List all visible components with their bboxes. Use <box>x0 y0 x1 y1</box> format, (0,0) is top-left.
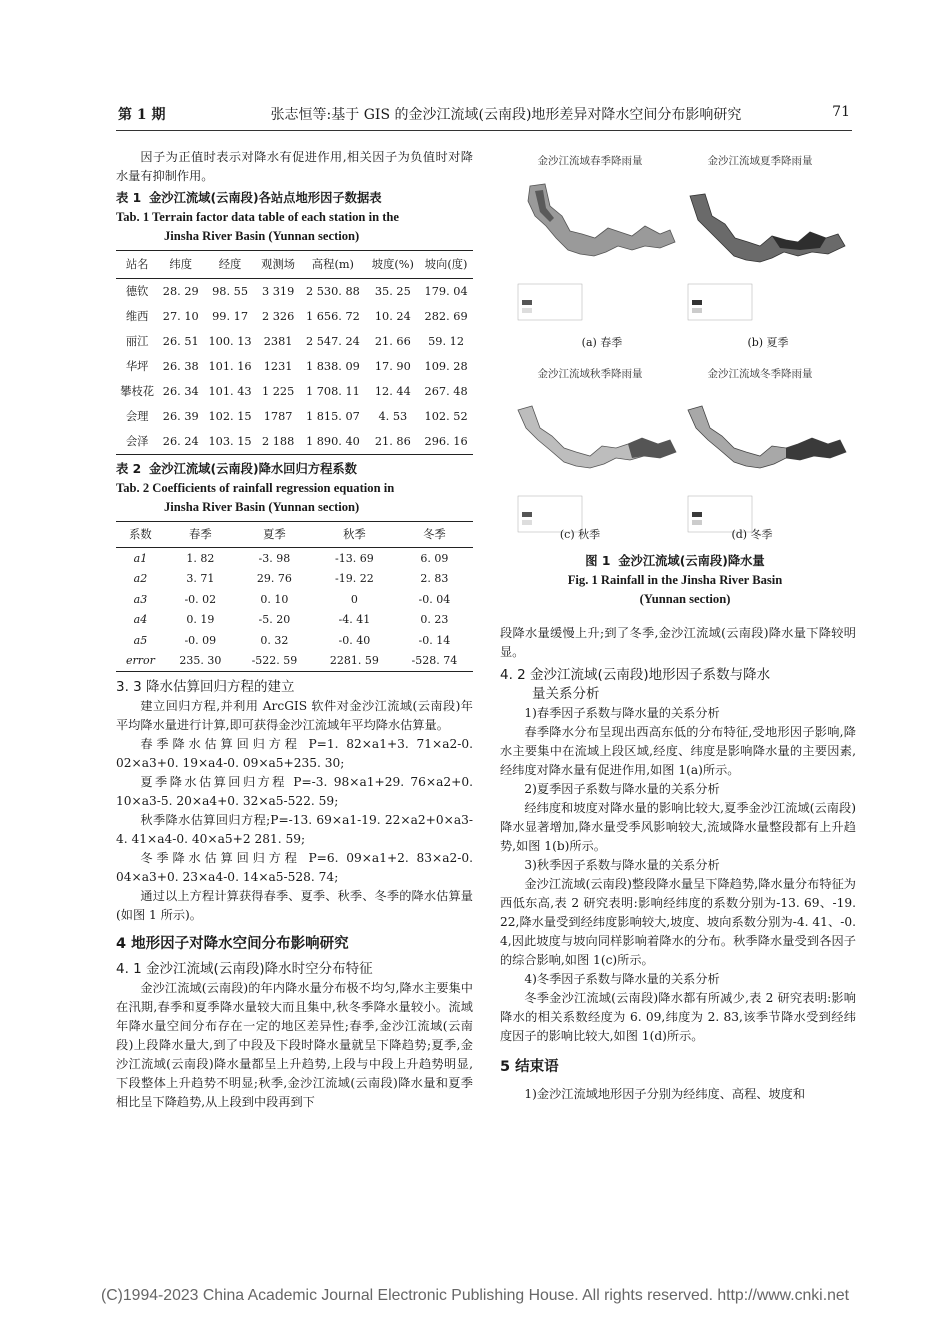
table1-cell: 102. 15 <box>208 410 252 423</box>
figure-caption-en-2: (Yunnan section) <box>639 592 731 606</box>
table1-cell: 3 319 <box>261 285 295 298</box>
table1-cell: 攀枝花 <box>120 385 155 398</box>
item-3-heading: 3)秋季因子系数与降水量的关系分析 <box>524 858 720 872</box>
table-row <box>116 548 473 569</box>
running-title: 张志恒等:基于 GIS 的金沙江流域(云南段)地形差异对降水空间分布影响研究 <box>270 107 742 123</box>
table-row <box>116 304 473 329</box>
section-4-title: 4 地形因子对降水空间分布影响研究 <box>116 936 349 952</box>
table1-cell: 12. 44 <box>374 385 411 398</box>
table1-header-cell: 高程(m) <box>299 251 366 279</box>
table2-cell: -0. 04 <box>418 592 451 606</box>
table2-cell: 1. 82 <box>186 551 215 565</box>
table1-cell: 101. 43 <box>208 385 252 398</box>
figure-1-caption <box>500 552 850 609</box>
table1-cell: 维西 <box>125 310 149 323</box>
left-column <box>116 148 473 1112</box>
table2-cell: -0. 14 <box>418 633 451 647</box>
table1-cell: 35. 25 <box>374 285 411 298</box>
table1-cell: 2 326 <box>261 310 295 323</box>
table2-cell: -0. 02 <box>184 592 217 606</box>
table-row <box>116 329 473 354</box>
table2-cell: -5. 20 <box>258 613 291 627</box>
table1-cell: 26. 51 <box>162 335 199 348</box>
map-label-spring: (a) 春季 <box>581 336 623 349</box>
item-1-heading: 1)春季因子系数与降水量的关系分析 <box>524 706 720 720</box>
table2-header-cell: 夏季 <box>236 522 313 548</box>
table1-number: 表 1 <box>116 191 142 205</box>
table2-cell: 0. 19 <box>186 613 215 627</box>
table-row <box>116 651 473 672</box>
map-label-winter: (d) 冬季 <box>731 528 773 541</box>
map-summer <box>680 176 850 326</box>
table1-cell: 27. 10 <box>162 310 199 323</box>
running-header <box>118 104 850 126</box>
table1-cell: 98. 55 <box>212 285 249 298</box>
table2-cell: 29. 76 <box>256 572 292 586</box>
table1-cell: 109. 28 <box>424 360 468 373</box>
item-2-heading: 2)夏季因子系数与降水量的关系分析 <box>524 782 720 796</box>
table1-header-cell: 站名 <box>116 251 158 279</box>
table1 <box>116 250 473 455</box>
table2-cell: a4 <box>133 613 148 627</box>
section-4-1-title: 4. 1 金沙江流域(云南段)降水时空分布特征 <box>116 961 373 977</box>
figure-caption-en-1: Fig. 1 Rainfall in the Jinsha River Basin <box>567 573 783 587</box>
item-1-paragraph: 春季降水分布呈现出西高东低的分布特征,受地形因子影响,降水主要集中在流域上段区域,经度、纬度是影响降水量的主要因素,经纬度对降水量有促进作用,如图 1(a)所示。 <box>500 725 856 777</box>
continued-paragraph: 段降水量缓慢上升;到了冬季,金沙江流域(云南段)降水量下降较明显。 <box>500 626 856 659</box>
section-3-3-title: 3. 3 降水估算回归方程的建立 <box>116 679 295 695</box>
table1-cell: 1 225 <box>261 385 295 398</box>
table1-cell: 17. 90 <box>374 360 411 373</box>
table1-cell: 102. 52 <box>424 410 468 423</box>
table2-cell: -522. 59 <box>236 651 313 672</box>
table1-cell: 4. 53 <box>378 410 408 423</box>
table-row <box>116 404 473 429</box>
equation-spring: 春季降水估算回归方程 P=1. 82×a1+3. 71×a2-0. 02×a3+0. 19×a4-0. 09×a5+235. 30; <box>116 737 473 770</box>
table2-cell: 235. 30 <box>165 651 236 672</box>
item-2-paragraph: 经纬度和坡度对降水量的影响比较大,夏季金沙江流域(云南段)降水显著增加,降水量受季风影响较大,流域降水量整段都有上升趋势,如图 1(b)所示。 <box>500 801 856 853</box>
table2-caption-cn: 金沙江流域(云南段)降水回归方程系数 <box>148 462 357 476</box>
equation-summer: 夏季降水估算回归方程 P=-3. 98×a1+29. 76×a2+0. 10×a3-5. 20×a4+0. 32×a5-522. 59; <box>116 775 473 808</box>
table1-cell: 德钦 <box>125 285 149 298</box>
table2-header-cell: 春季 <box>165 522 236 548</box>
table2-cell: error <box>116 651 165 672</box>
table1-cell: 1 656. 72 <box>305 310 360 323</box>
equation-autumn: 秋季降水估算回归方程;P=-13. 69×a1-19. 22×a2+0×a3-4. 41×a4-0. 40×a5+2 281. 59; <box>116 813 473 846</box>
map-spring <box>510 176 680 326</box>
table1-header-cell: 坡向(度) <box>419 251 473 279</box>
table1-cell: 1787 <box>263 410 293 423</box>
table1-cell: 28. 29 <box>162 285 199 298</box>
table2-cell: a2 <box>133 572 148 586</box>
table2-caption-en-1: Tab. 2 Coefficients of rainfall regression equation in <box>116 481 395 495</box>
table2-cell: 0. 10 <box>260 592 289 606</box>
section-4-2-title-2: 量关系分析 <box>532 686 600 702</box>
map-label-autumn: (c) 秋季 <box>559 528 601 541</box>
map-title-winter: 金沙江流域冬季降雨量 <box>707 368 813 380</box>
table1-caption <box>116 189 473 246</box>
table2-cell: -528. 74 <box>396 651 473 672</box>
table-row <box>116 279 473 305</box>
table2-header-cell: 冬季 <box>396 522 473 548</box>
table2-cell: 0 <box>350 592 358 606</box>
table-row <box>116 354 473 379</box>
map-title-autumn: 金沙江流域秋季降雨量 <box>537 368 643 380</box>
table1-cell: 1 838. 09 <box>305 360 360 373</box>
table1-caption-en-1: Tab. 1 Terrain factor data table of each station in the <box>116 210 400 224</box>
figure-caption-cn: 金沙江流域(云南段)降水量 <box>618 554 765 568</box>
copyright-footer: (C)1994-2023 China Academic Journal Electronic Publishing House. All rights reserved. http://www.cnki.net <box>100 1287 850 1304</box>
table2 <box>116 521 473 672</box>
table2-cell: -13. 69 <box>335 551 374 565</box>
table1-cell: 21. 86 <box>367 429 420 455</box>
section-3-3-paragraph: 建立回归方程,并利用 ArcGIS 软件对金沙江流域(云南段)年平均降水量进行计算,即可获得金沙江流域年平均降水估算量。 <box>116 699 473 732</box>
header-rule <box>116 130 852 131</box>
section-3-3-conclusion: 通过以上方程计算获得春季、夏季、秋季、冬季的降水估算量(如图 1 所示)。 <box>116 889 473 922</box>
table2-cell: -3. 98 <box>258 551 291 565</box>
table2-caption-en-2: Jinsha River Basin (Yunnan section) <box>164 500 360 514</box>
table2-cell: a5 <box>133 633 148 647</box>
table1-cell: 2 530. 88 <box>305 285 360 298</box>
table1-cell: 26. 24 <box>158 429 203 455</box>
table2-cell: -0. 40 <box>338 633 371 647</box>
table1-cell: 2381 <box>263 335 293 348</box>
table1-cell: 2 188 <box>257 429 299 455</box>
table2-cell: 6. 09 <box>420 551 449 565</box>
section-4-2-title-1: 4. 2 金沙江流域(云南段)地形因子系数与降水 <box>500 667 771 683</box>
section-5-paragraph: 1)金沙江流域地形因子分别为经纬度、高程、坡度和 <box>524 1087 806 1101</box>
table2-header-cell: 系数 <box>116 522 165 548</box>
table1-cell: 59. 12 <box>428 335 465 348</box>
table2-header-cell: 秋季 <box>313 522 396 548</box>
table1-cell: 21. 66 <box>374 335 411 348</box>
figure-number: 图 1 <box>585 554 611 568</box>
table1-cell: 100. 13 <box>208 335 252 348</box>
table1-cell: 2 547. 24 <box>305 335 360 348</box>
map-title-summer: 金沙江流域夏季降雨量 <box>707 155 813 167</box>
table1-cell: 会理 <box>125 410 149 423</box>
issue-number: 第 1 期 <box>118 107 166 123</box>
table1-cell: 1 708. 11 <box>305 385 360 398</box>
table1-cell: 26. 39 <box>162 410 199 423</box>
section-5-title: 5 结束语 <box>500 1059 559 1075</box>
table1-cell: 1 815. 07 <box>305 410 360 423</box>
table1-cell: 282. 69 <box>424 310 468 323</box>
table-row <box>116 610 473 631</box>
item-4-paragraph: 冬季金沙江流域(云南段)降水都有所减少,表 2 研究表明:影响降水的相关系数经度为 6. 09,纬度为 2. 83,该季节降水受到经纬度因子的影响比较大,如图 1(d)所示。 <box>500 991 856 1043</box>
table2-cell: a3 <box>133 592 148 606</box>
table1-cell: 会泽 <box>116 429 158 455</box>
table1-cell: 26. 38 <box>162 360 199 373</box>
item-4-heading: 4)冬季因子系数与降水量的关系分析 <box>524 972 720 986</box>
table1-header-cell: 坡度(%) <box>367 251 420 279</box>
table1-cell: 26. 34 <box>162 385 199 398</box>
table2-number: 表 2 <box>116 462 142 476</box>
table1-cell: 296. 16 <box>419 429 473 455</box>
table2-cell: -4. 41 <box>338 613 371 627</box>
table2-cell: 2. 83 <box>420 572 449 586</box>
map-autumn <box>510 388 680 538</box>
table2-cell: 3. 71 <box>186 572 215 586</box>
table1-header-cell: 观测场 <box>257 251 299 279</box>
page-number: 71 <box>832 104 850 120</box>
table1-cell: 10. 24 <box>374 310 411 323</box>
table-row <box>116 569 473 590</box>
table1-header-cell: 经度 <box>203 251 257 279</box>
table2-caption <box>116 460 473 517</box>
table2-cell: 2281. 59 <box>313 651 396 672</box>
map-label-summer: (b) 夏季 <box>747 336 789 349</box>
table2-cell: -19. 22 <box>335 572 374 586</box>
table1-header-cell: 纬度 <box>158 251 203 279</box>
table1-cell: 丽江 <box>125 335 149 348</box>
intro-paragraph: 因子为正值时表示对降水有促进作用,相关因子为负值时对降水量有抑制作用。 <box>116 150 473 183</box>
equation-winter: 冬季降水估算回归方程 P=6. 09×a1+2. 83×a2-0. 04×a3+0. 23×a4-0. 14×a5-528. 74; <box>116 851 473 884</box>
table1-cell: 1 890. 40 <box>299 429 366 455</box>
map-title-spring: 金沙江流域春季降雨量 <box>537 155 643 167</box>
table1-cell: 99. 17 <box>212 310 249 323</box>
item-3-paragraph: 金沙江流域(云南段)整段降水量呈下降趋势,降水量分布特征为西低东高,表 2 研究表明:影响经纬度的系数分别为-13. 69、-19. 22,降水量受到经纬度影响较大,坡度、坡向系数分别为-4. 41、-0. 4,因此坡度与坡向同样影响着降水的分布。秋季降水量受到各因子的综合影响,如图 1(c)所示。 <box>500 877 856 967</box>
table1-cell: 179. 04 <box>424 285 468 298</box>
right-column <box>500 624 856 1104</box>
section-4-1-paragraph: 金沙江流域(云南段)的年内降水量分布极不均匀,降水主要集中在汛期,春季和夏季降水量较大而且集中,秋冬季降水量较小。流域年降水量空间分布存在一定的地区差异性;春季,金沙江流域(云南段)上段降水量大,到了中段及下段时降水量就呈下降趋势;夏季,金沙江流域(云南段)降水量都呈上升趋势,上段与中段上升趋势明显,下段整体上升趋势不明显;秋季,金沙江流域(云南段)降水量和夏季相比呈下降趋势,从上段到中段再到下 <box>116 981 473 1109</box>
table1-cell: 267. 48 <box>424 385 468 398</box>
table2-cell: 0. 23 <box>420 613 449 627</box>
table1-cell: 华坪 <box>125 360 149 373</box>
table1-cell: 1231 <box>263 360 293 373</box>
table2-cell: a1 <box>133 551 148 565</box>
table-row <box>116 379 473 404</box>
map-winter <box>680 388 850 538</box>
table-row <box>116 429 473 455</box>
table1-caption-en-2: Jinsha River Basin (Yunnan section) <box>164 229 360 243</box>
table-row <box>116 589 473 610</box>
table-row <box>116 630 473 651</box>
figure-1 <box>500 148 850 618</box>
table1-cell: 101. 16 <box>208 360 252 373</box>
table2-cell: -0. 09 <box>184 633 217 647</box>
table1-caption-cn: 金沙江流域(云南段)各站点地形因子数据表 <box>148 191 382 205</box>
table1-cell: 103. 15 <box>203 429 257 455</box>
table2-cell: 0. 32 <box>260 633 289 647</box>
